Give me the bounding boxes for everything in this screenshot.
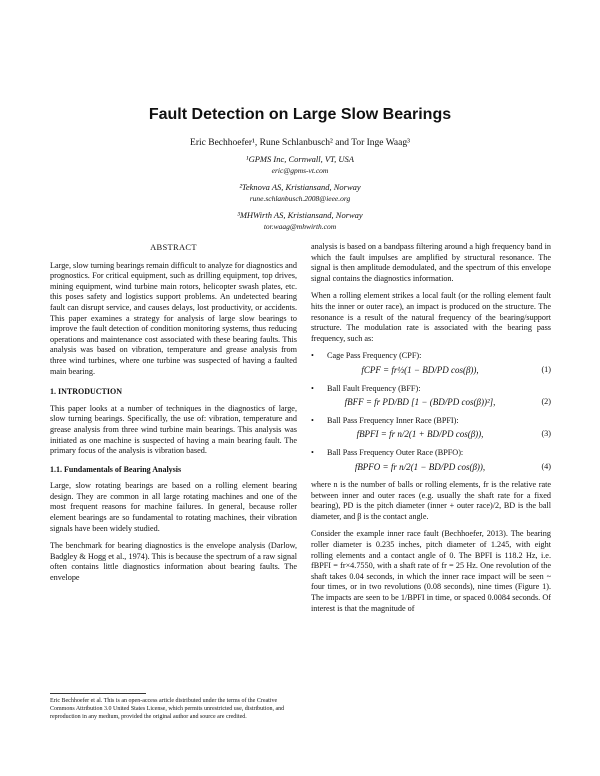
bullet-icon: • [311,351,314,361]
equation-2 [311,397,551,408]
bullet-label: Ball Fault Frequency (BFF): [327,383,421,393]
affiliation-email: rune.schlanbusch.2008@ieee.org [249,194,351,203]
paper-title: Fault Detection on Large Slow Bearings [148,106,452,123]
affiliation-line: ²Teknova AS, Kristiansand, Norway [239,182,361,192]
abstract-heading: ABSTRACT [150,242,197,252]
equation-1 [311,365,551,376]
right-paragraph-3: where n is the number of balls or rolling elements, fr is the relative rate between inner and outer races (e.g. usually the shaft rate for a fixed bearing), PD is the pitch diameter (inner + outer race)/2, BD is the ball diameter, and β is the contact angle. [311,480,551,521]
list-item [311,384,551,395]
bullet-icon: • [311,415,314,425]
abstract-text: Large, slow turning bearings remain difficult to analyze for diagnostics and prognostics. For critical equipment, such as drilling equipment, top drives, mining equipment, wind turbine main rotors, helicopter swash plates, etc. this poses safety and logistics support problems. An undetected bearing fault can disrupt service, and causes delays, lost productivity, or accidents. This paper examines a strategy for analysis of large slow bearings to improve the fault detection of condition monitoring systems, thus reducing operations and maintenance cost associated with these bearing faults. This analysis was based on vibration, temperature and grease analysis from three wind turbines, where one turbine was suspected of having a faulted main bearing. [50,260,297,376]
equation-number: (4) [541,461,551,471]
right-paragraph-2: When a rolling element strikes a local fault (or the rolling element fault hits the inner or outer race), an impact is produced on the structure. The resonance is a result of the natural frequency of the bearing/support structure. The modulation rate is associated with the bearing pass frequency, such as: [311,291,551,343]
equation-expression: fBFF = fr PD/BD [1 − (BD/PD cos(β))²], [344,397,496,408]
affiliation-2 [0,182,600,204]
footnote-divider [50,693,146,694]
left-column [50,242,297,591]
author-list: Eric Bechhoefer¹, Rune Schlanbusch² and Tor Inge Waag³ [190,138,410,148]
fundamentals-heading: 1.1. Fundamentals of Bearing Analysis [50,464,182,474]
intro-heading: 1. INTRODUCTION [50,387,123,397]
affiliation-email: tor.waag@mhwirth.com [263,222,337,231]
bullet-icon: • [311,447,314,457]
affiliation-line: ³MHWirth AS, Kristiansand, Norway [237,210,363,220]
bullet-label: Ball Pass Frequency Inner Race (BPFI): [327,415,459,425]
equation-number: (1) [541,364,551,374]
right-paragraph-4: Consider the example inner race fault (Bechhoefer, 2013). The bearing roller diameter is 0.235 inches, pitch diameter of 1.245, with eight rolling elements and a contact angle of 0. The BPFI is 118.2 Hz, i.e. fBPFI = fr×4.7550, with a shaft rate of fr = 25 Hz. One revolution of the shaft takes 0.04 seconds, in which the inner race impact will be seen ~ four times, or in two revolutions (0.08 seconds), nine times (Figure 1). The impacts are seen to be 1/BPFI in time, or spaced 0.0084 seconds. Of interest is that the magnitude of [311,529,551,613]
affiliation-3 [0,210,600,232]
list-item [311,448,551,459]
fundamentals-paragraph-1: Large, slow rotating bearings are based on a rolling element bearing design. They are common in all large rotating machines and one of the most frequent reasons for machine failures. In general, because roller element bearings are so fundamental to rotating machines, their vibration signals have been widely studied. [50,481,297,533]
equation-expression: fCPF = fr½(1 − BD/PD cos(β)), [361,364,479,375]
equation-expression: fBPFO = fr n/2(1 − BD/PD cos(β)), [354,461,486,472]
bullet-label: Cage Pass Frequency (CPF): [327,351,422,361]
equation-4 [311,462,551,473]
list-item [311,416,551,427]
affiliation-1 [0,154,600,176]
affiliation-line: ¹GPMS Inc, Cornwall, VT, USA [246,154,354,164]
frequency-list [311,351,551,472]
affiliation-email: eric@gpms-vt.com [271,166,329,175]
right-column [311,242,551,621]
list-item [311,351,551,362]
equation-number: (2) [541,397,551,407]
equation-expression: fBPFI = fr n/2(1 + BD/PD cos(β)), [356,429,484,440]
right-paragraph-1: analysis is based on a bandpass filtering around a high frequency band in which the fault impulses are amplified by structural resonance. The signal is then amplitude demodulated, and the spectrum of this envelope signal contains the diagnostics information. [311,242,551,283]
bullet-label: Ball Pass Frequency Outer Race (BPFO): [327,447,464,457]
bullet-icon: • [311,383,314,393]
equation-3 [311,429,551,440]
equation-number: (3) [541,429,551,439]
intro-text: This paper looks at a number of techniques in the diagnostics of large, slow turning bearings. Specifically, the use of: vibration, temperature and grease analysis from three wind turbine main bearings. This analysis was initiated as one machine is suspected of having a main bearing fault. The primary focus of the analysis is vibration based. [50,403,297,456]
license-footnote: Eric Bechhoefer et al. This is an open-access article distributed under the terms of the Creative Commons Attribution 3.0 United States License, which permits unrestricted use, distribution, and reproduction in any medium, provided the original author and source are credited. [50,698,285,720]
fundamentals-paragraph-2: The benchmark for bearing diagnostics is the envelope analysis (Darlow, Badgley & Hogg et al., 1974). This is because the spectrum of a raw signal often contains little diagnostics information about bearing faults. The envelope [50,541,297,583]
